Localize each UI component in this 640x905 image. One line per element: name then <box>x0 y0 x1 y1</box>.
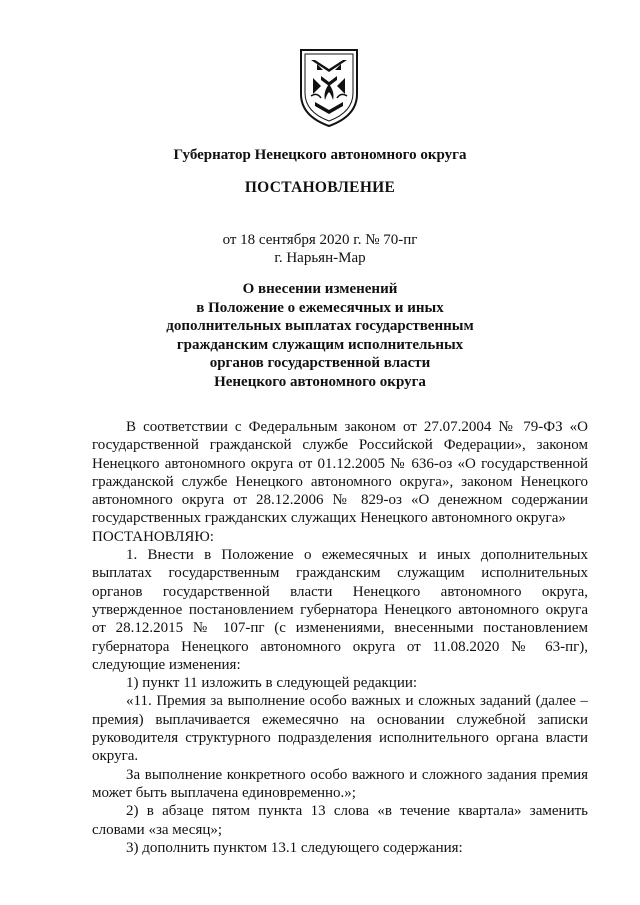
preamble-paragraph: В соответствии с Федеральным законом от 27.07.2004 № 79-ФЗ «О государственной гражданской службе Российской Федерации», законом Ненецкого автономного округа от 01.12.2005 № 636-оз «О государственной гражданской службе Ненецкого автономного округа», законом Ненецкого автономного округа от 28.12.2006 № 829-оз «О денежном содержании государственных гражданских служащих Ненецкого автономного округа» <box>92 419 588 527</box>
subitem-2: 2) в абзаце пятом пункта 13 слова «в течение квартала» заменить словами «за месяц»; <box>92 803 588 838</box>
title-line: органов государственной власти <box>209 355 431 371</box>
item-1-paragraph: 1. Внести в Положение о ежемесячных и иных дополнительных выплатах государственным гражданским служащим исполнительных органов государственной власти Ненецкого автономного округа, утвержденное постановлением губернатора Ненецкого автономного округа от 28.12.2015 № 107-пг (с изменениями, внесенными постановлением губернатора Ненецкого автономного округа от 11.08.2020 № 63-пг), следующие изменения: <box>92 547 588 673</box>
title-line: О внесении изменений <box>242 281 398 297</box>
document-type: ПОСТАНОВЛЕНИЕ <box>244 179 396 196</box>
quoted-clause-continuation: За выполнение конкретного особо важного и сложного задания премия может быть выплачена единовременно.»; <box>92 766 588 801</box>
date-and-number-block <box>0 231 640 267</box>
coat-of-arms-emblem <box>297 46 361 128</box>
document-title <box>0 280 640 391</box>
place-line: г. Нарьян-Мар <box>274 250 366 266</box>
document-body <box>92 418 588 857</box>
title-line: Ненецкого автономного округа <box>214 373 426 390</box>
issuing-authority: Губернатор Ненецкого автономного округа <box>173 147 467 163</box>
subitem-3: 3) дополнить пунктом 13.1 следующего содержания: <box>126 839 463 856</box>
decree-word: ПОСТАНОВЛЯЮ: <box>92 528 214 545</box>
title-line: в Положение о ежемесячных и иных <box>196 299 444 316</box>
date-line: от 18 сентября 2020 г. № 70-пг <box>222 232 418 248</box>
quoted-clause-11: «11. Премия за выполнение особо важных и сложных заданий (далее – премия) выплачивается ежемесячно на основании служебной записки руководителя структурного подразделения исполнительного органа власти округа. <box>92 693 588 765</box>
title-line: гражданским служащим исполнительных <box>176 336 464 353</box>
title-line: дополнительных выплатах государственным <box>166 318 474 334</box>
nenets-coat-of-arms-icon <box>297 46 361 128</box>
subitem-1: 1) пункт 11 изложить в следующей редакции: <box>126 675 418 692</box>
